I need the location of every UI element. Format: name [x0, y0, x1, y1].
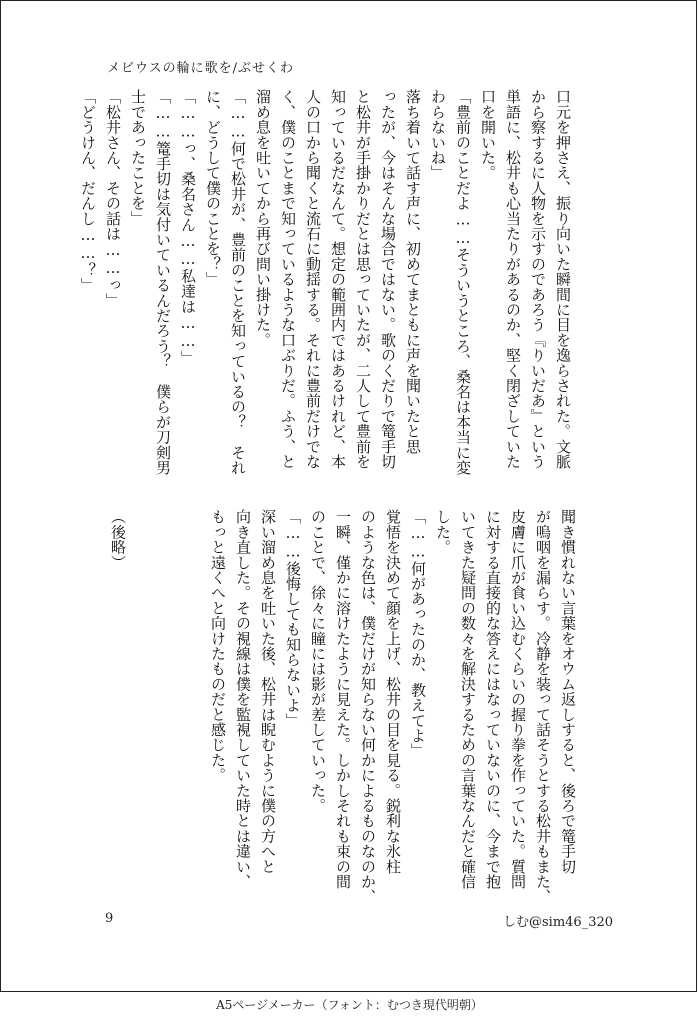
upper-text-line: 「……篭手切は気付いているんだろう？ 僕らが刀剣男 — [154, 89, 172, 475]
upper-text-line: 人の口から聞くと流石に動揺する。それに豊前だけでな — [304, 89, 322, 469]
lower-text-line — [130, 509, 155, 905]
upper-text-line: 「……何で松井が、豊前のことを知っているの？ それ — [229, 89, 247, 475]
lower-text-line: に対する直接的な答えにはなっていないのに、今まで抱 — [484, 509, 502, 889]
upper-text-line: と松井が手掛かりだとは思っていたが、二人して豊前を — [354, 89, 372, 469]
upper-text-line: 「松井さん、その話は……っ」 — [104, 89, 122, 308]
lower-text-block — [105, 509, 580, 905]
footer-caption: A5ページメーカー（フォント：むつき現代明朝） — [216, 998, 483, 1012]
lower-text-line: のような色は、僕だけが知らない何かによるものなのか、 — [359, 509, 377, 905]
upper-text-line: 知っているだなんて。想定の範囲内ではあるけれど、本 — [329, 89, 347, 469]
upper-text-line: に、どうして僕のことを？」 — [204, 89, 222, 287]
upper-text-line: 「……っ、桑名さん……私達は……」 — [179, 89, 197, 366]
upper-text-line: 士であったことを」 — [129, 89, 147, 226]
lower-text-line — [180, 509, 205, 905]
upper-text-line: 溜め息を吐いてから再び問い掛けた。 — [254, 89, 272, 348]
page-number: 9 — [105, 911, 114, 926]
lower-text-line: した。 — [434, 509, 452, 555]
upper-text-line: 口を開いた。 — [479, 89, 497, 181]
upper-text-line: ったが、今はそんな場合ではない。歌のくだりで篭手切 — [379, 89, 397, 469]
lower-text-line: 向き直した。その視線は僕を監視していた時とは違い、 — [234, 509, 252, 889]
upper-text-line: 「どうけん、だんし……？」 — [79, 89, 97, 293]
lower-text-line: 覚悟を決めて顔を上げ、松井の目を見る。鋭利な氷柱 — [384, 509, 402, 874]
lower-text-line: 「……後悔しても知らないよ」 — [284, 509, 302, 728]
lower-text-line: 「……何があったのか、教えてよ」 — [409, 509, 427, 759]
author-credit: しむ@sim46_320 — [503, 915, 614, 930]
lower-text-line: いてきた疑問の数々を解決するための言葉なんだと確信 — [459, 509, 477, 889]
page-header-title: メビウスの輪に歌を/ぶせくわ — [107, 61, 294, 76]
lower-text-line: が嗚咽を漏らす。冷静を装って話そうとする松井もまた、 — [534, 509, 552, 905]
upper-text-line: 「豊前のことだよ……そういうところ、桑名は本当に変 — [454, 89, 472, 475]
lower-text-line: 一瞬、僅かに溶けたように見えた。しかしそれも束の間 — [334, 509, 352, 889]
upper-text-line: 落ち着いて話す声に、初めてまともに声を聞いたと思 — [404, 89, 422, 454]
lower-text-line: 聞き慣れない言葉をオウム返しすると、後ろで篭手切 — [559, 509, 577, 874]
lower-text-line: 深い溜め息を吐いた後、松井は睨むように僕の方へと — [259, 509, 277, 874]
upper-text-line: 口元を押さえ、振り向いた瞬間に目を逸らされた。文脈 — [554, 89, 572, 469]
lower-text-line: （後略） — [109, 509, 127, 570]
lower-text-line — [155, 509, 180, 905]
upper-text-line: 単語に、松井も心当たりがあるのか、堅く閉ざしていた — [504, 89, 522, 469]
upper-text-line: から察するに人物を示すのであろう『りいだあ』という — [529, 89, 547, 469]
lower-text-line: もっと遠くへと向けたものだと感じた。 — [209, 509, 227, 783]
lower-text-line: のことで、徐々に瞳には影が差していった。 — [309, 509, 327, 813]
upper-text-block — [75, 89, 575, 491]
upper-text-line: く、僕のことまで知っているような口ぶりだ。ふう、と — [279, 89, 297, 469]
upper-text-line: わらないね」 — [429, 89, 447, 181]
lower-text-line: 皮膚に爪が食い込むくらいの握り拳を作っていた。質問 — [509, 509, 527, 889]
